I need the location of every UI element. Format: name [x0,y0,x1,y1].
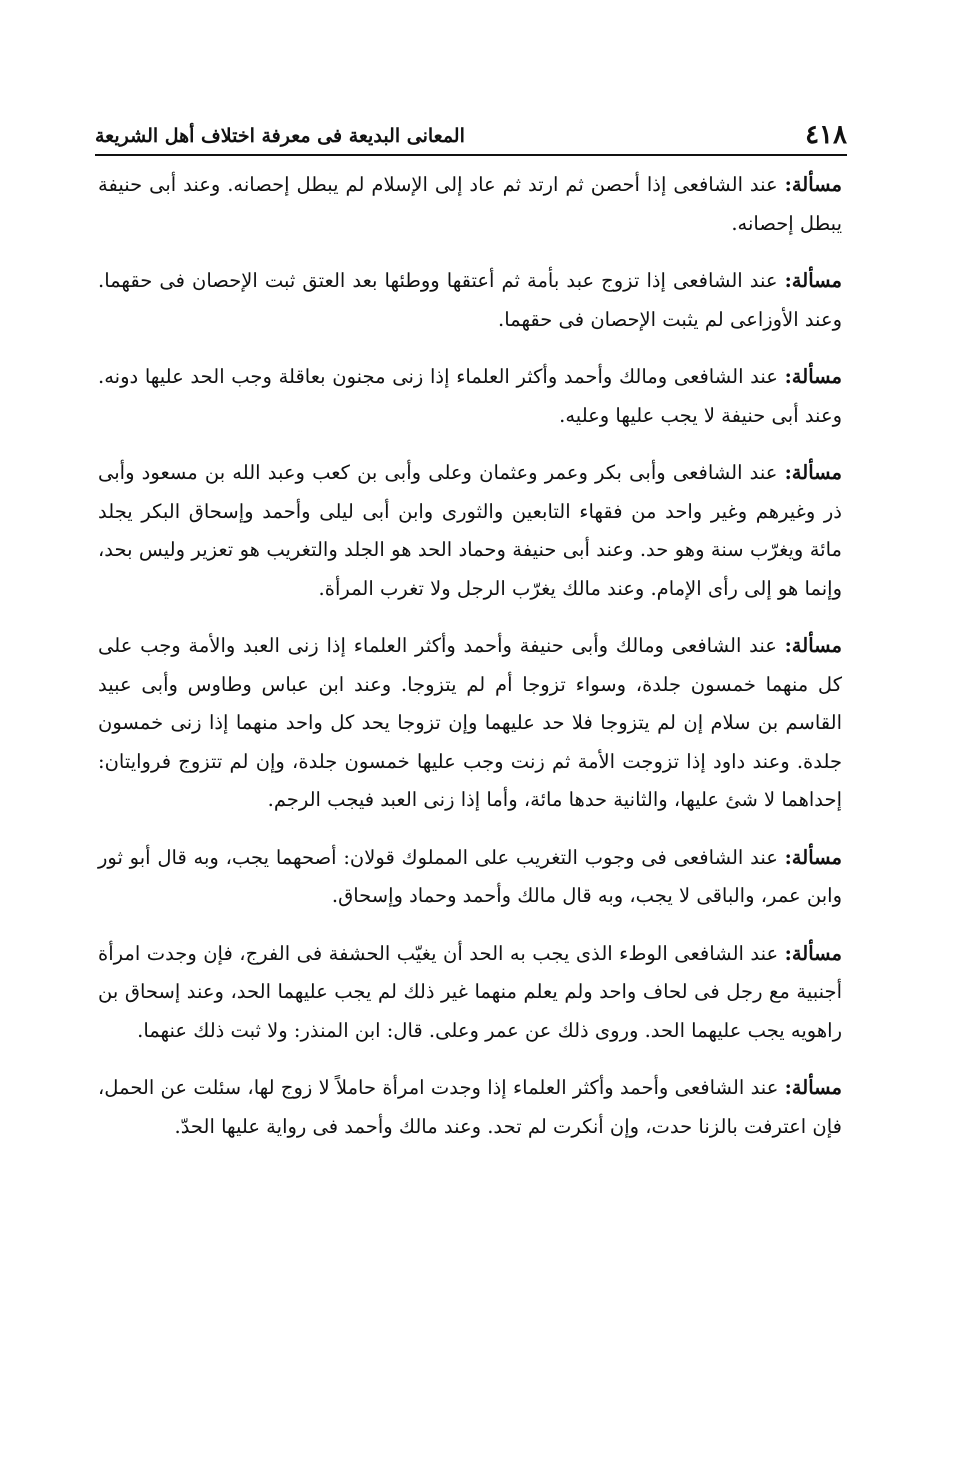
issue-text: عند الشافعى وأبى بكر وعمر وعثمان وعلى وأبى بن كعب وعبد الله بن مسعود وأبى ذر وغيرهم وغير واحد من فقهاء التابعين والثورى وابن أبى ليلى وأحمد وإسحاق البكر يجلد مائة ويغرّب سنة وهو حد. وعند أبى حنيفة وحماد الحد هو الجلد والتغريب هو تعزير وليس بحد، وإنما هو إلى رأى الإمام. وعند مالك يغرّب الرجل ولا تغرب المرأة. [98,461,842,600]
issue-label: مسألة: [784,365,842,388]
issue-label: مسألة: [784,941,843,965]
page-number: ٤١٨ [805,120,847,150]
header-rule [95,154,847,156]
running-title: المعانى البديعة فى معرفة اختلاف أهل الشريعة [95,125,465,147]
issue-paragraph [98,627,842,820]
issue-label: مسألة: [784,173,843,196]
issue-text: عند الشافعى وأحمد وأكثر العلماء إذا وجدت امرأة حاملاً لا زوج لها، سئلت عن الحمل، فإن اعترفت بالزنا حدت، وإن أنكرت لم تحد. وعند مالك وأحمد فى رواية عليها الحدّ. [98,1076,842,1138]
issue-text: عند الشافعى ومالك وأحمد وأكثر العلماء إذا زنى مجنون بعاقلة وجب الحد عليها دونه. وعند أبى حنيفة لا يجب عليها وعليه. [98,365,842,427]
issue-paragraph [98,358,842,435]
issue-text: عند الشافعى إذا تزوج عبد بأمة ثم أعتقها ووطئها بعد العتق ثبت الإحصان فى حقهما. وعند الأوزاعى لم يثبت الإحصان فى حقهما. [98,269,842,331]
issue-paragraph [98,166,842,243]
issue-label: مسألة: [784,845,842,869]
page-body [98,166,842,1165]
issue-label: مسألة: [784,269,842,292]
issue-paragraph [98,454,842,608]
issue-text: عند الشافعى الوطء الذى يجب به الحد أن يغيّب الحشفة فى الفرج، فإن وجدت امرأة أجنبية مع رجل فى لحاف واحد ولم يعلم منهما غير ذلك لم يجب عليهما الحد، وعند إسحاق بن راهويه يجب عليهما الحد. وروى ذلك عن عمر وعلى. قال: ابن المنذر: ولا ثبت ذلك عنهما. [98,941,842,1042]
page-header [95,118,847,152]
issue-paragraph [98,262,842,339]
issue-paragraph [98,935,842,1051]
issue-label: مسألة: [784,634,842,657]
issue-paragraph [98,839,842,916]
issue-text: عند الشافعى إذا أحصن ثم ارتد ثم عاد إلى الإسلام لم يبطل إحصانه. وعند أبى حنيفة يبطل إحصانه. [98,173,842,235]
issue-text: عند الشافعى فى وجوب التغريب على المملوك قولان: أصحهما يجب، وبه قال أبو ثور وابن عمر، والباقى لا يجب، وبه قال مالك وأحمد وحماد وإسحاق. [98,845,842,907]
issue-label: مسألة: [784,1076,842,1099]
issue-text: عند الشافعى ومالك وأبى حنيفة وأحمد وأكثر العلماء إذا زنى العبد والأمة وجب على كل منهما خمسون جلدة، وسواء تزوجا أم لم يتزوجا. وعند ابن عباس وطاوس وأبى عبيد القاسم بن سلام إن لم يتزوجا فلا حد عليهما وإن تزوجا يحد كل واحد منهما إذا زنى خمسون جلدة. وعند داود إذا تزوجت الأمة ثم زنت وجب عليها خمسون جلدة، وإن لم تتزوج فروايتان: إحداهما لا شئ عليها، والثانية حدها مائة، وأما إذا زنى العبد فيجب الرجم. [98,634,842,811]
issue-label: مسألة: [784,461,842,484]
issue-paragraph [98,1069,842,1146]
